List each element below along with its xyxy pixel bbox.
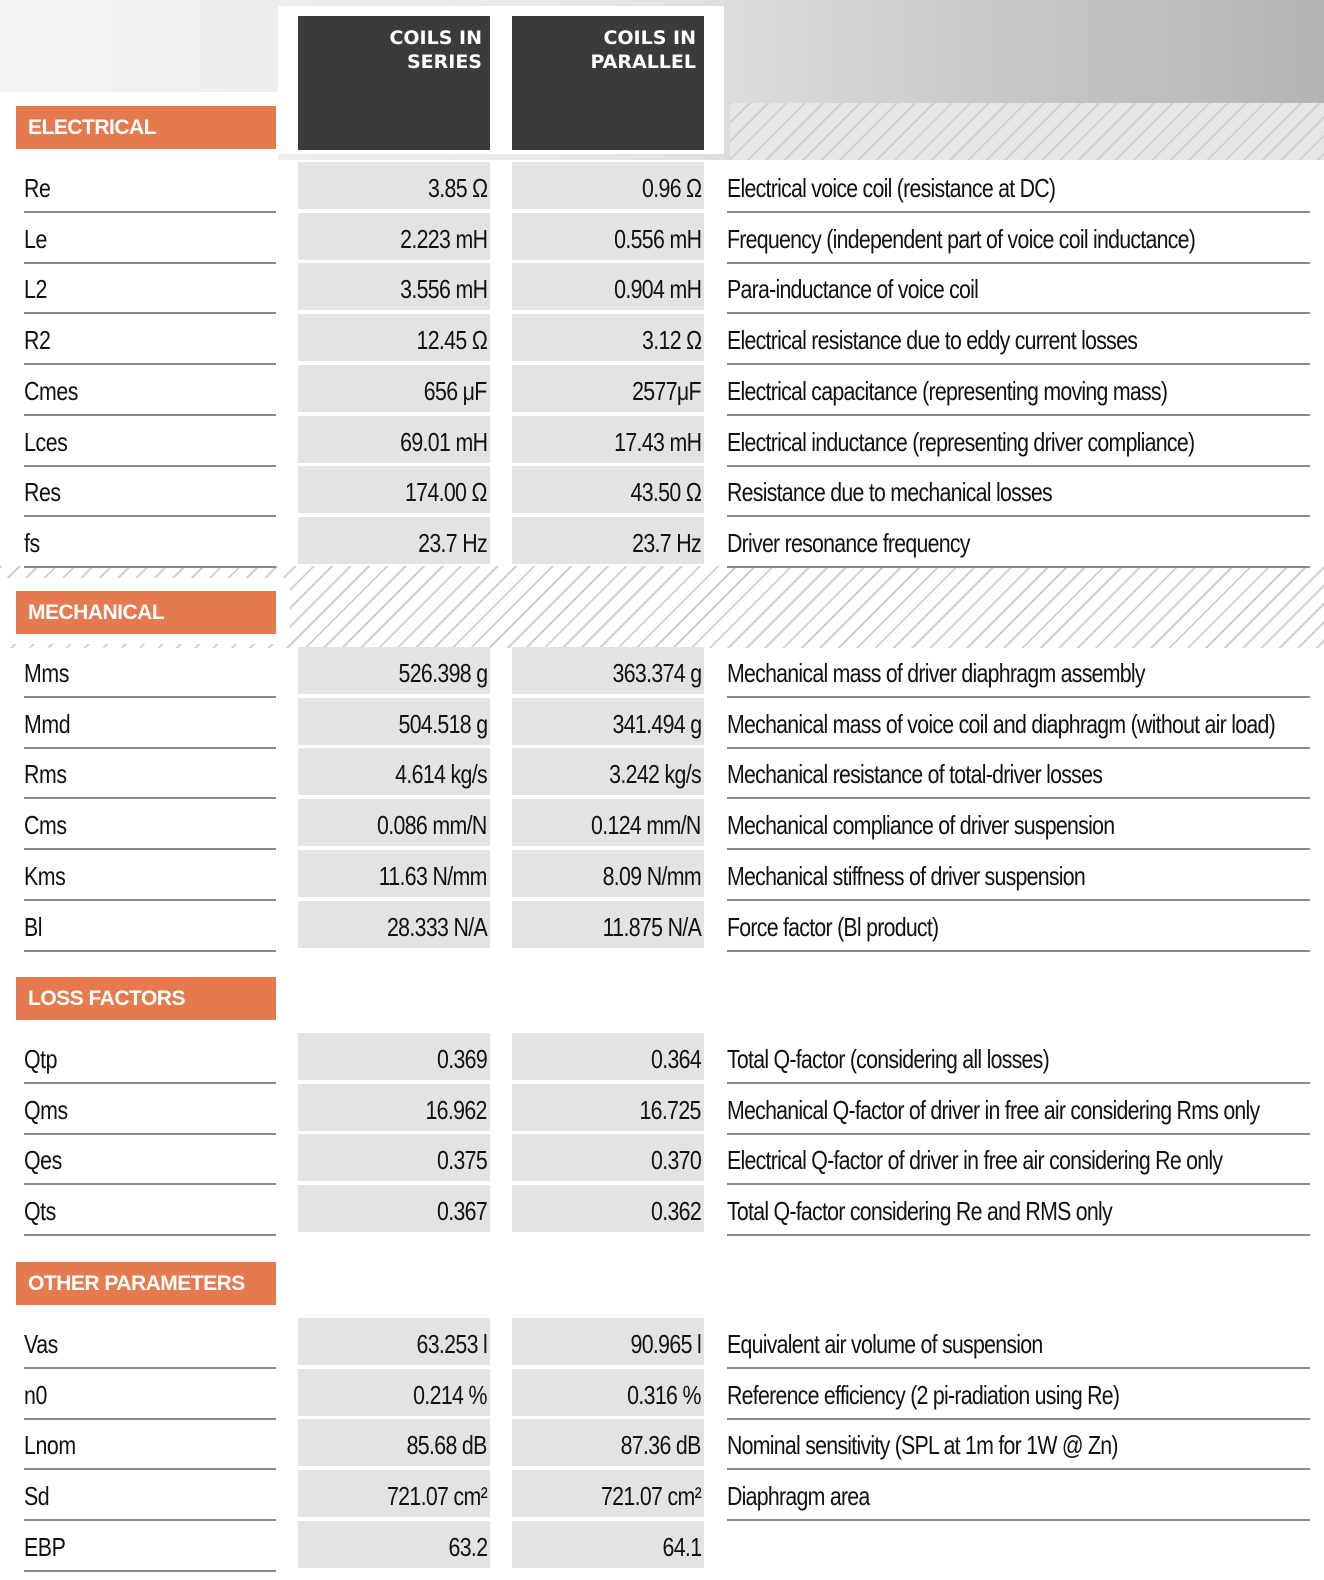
value-parallel-text: 0.364 (650, 1044, 701, 1074)
parameter-name-text: Qms (24, 1094, 68, 1125)
value-series-text: 0.086 mm/N (377, 810, 487, 841)
value-series (298, 1185, 490, 1234)
table-row (0, 365, 1324, 416)
value-parallel-text: 0.904 mH (613, 274, 701, 305)
table-row (0, 314, 1324, 365)
value-parallel (512, 1084, 704, 1133)
parameter-description (727, 698, 1310, 749)
parameter-description (727, 263, 1310, 314)
column-header-parallel: COILS IN PARALLEL (512, 16, 704, 150)
parameter-description (727, 1084, 1310, 1135)
table-row (0, 1419, 1324, 1470)
value-parallel (512, 698, 704, 747)
table-row (0, 416, 1324, 467)
parameter-name (24, 162, 276, 213)
value-parallel-text: 0.96 Ω (641, 173, 701, 203)
parameter-description (727, 365, 1310, 416)
parameter-description-text: Electrical Q-factor of driver in free air considering Re only (727, 1145, 1223, 1176)
parameter-name-text: Mmd (24, 708, 71, 739)
value-series-text: 0.214 % (413, 1379, 487, 1410)
parameter-description-text: Mechanical stiffness of driver suspension (727, 860, 1086, 891)
value-series-text: 656 μF (424, 375, 487, 406)
parameter-description (727, 647, 1310, 698)
parameter-description-text: Electrical resistance due to eddy current losses (727, 325, 1138, 356)
value-series-text: 63.253 l (416, 1329, 487, 1359)
parameter-description-text: Electrical capacitance (representing moving mass) (727, 375, 1168, 406)
table-row (0, 1470, 1324, 1521)
value-series (298, 1134, 490, 1183)
parameter-description-text: Nominal sensitivity (SPL at 1m for 1W @ Zn) (727, 1430, 1118, 1461)
table-row (0, 466, 1324, 517)
value-parallel-text: 721.07 cm² (600, 1481, 701, 1512)
value-parallel-text: 341.494 g (612, 708, 701, 739)
parameter-description (727, 517, 1310, 568)
parameter-name-text: Lces (24, 426, 68, 457)
parameter-name (24, 901, 276, 952)
value-series-text: 11.63 N/mm (379, 860, 487, 891)
value-series (298, 698, 490, 747)
value-parallel (512, 850, 704, 899)
value-parallel-text: 87.36 dB (620, 1430, 701, 1461)
value-parallel (512, 748, 704, 797)
parameter-description-text: Diaphragm area (727, 1481, 870, 1512)
value-parallel-text: 23.7 Hz (632, 527, 701, 558)
value-parallel (512, 647, 704, 696)
value-parallel (512, 517, 704, 566)
parameter-description-text: Mechanical resistance of total-driver losses (727, 759, 1103, 790)
value-series (298, 1470, 490, 1519)
value-parallel (512, 1521, 704, 1570)
value-series (298, 1369, 490, 1418)
value-parallel-text: 0.124 mm/N (591, 810, 701, 841)
value-parallel-text: 0.556 mH (613, 223, 701, 254)
parameter-name (24, 1369, 276, 1420)
table-row (0, 647, 1324, 698)
value-series (298, 748, 490, 797)
value-series (298, 1521, 490, 1570)
value-parallel (512, 213, 704, 262)
value-series (298, 1084, 490, 1133)
parameter-name-text: Mms (24, 658, 69, 688)
value-series (298, 213, 490, 262)
table-row (0, 1318, 1324, 1369)
parameter-name (24, 850, 276, 901)
value-parallel-text: 90.965 l (630, 1329, 701, 1359)
value-series-text: 28.333 N/A (386, 911, 487, 942)
value-series (298, 416, 490, 465)
parameter-name (24, 1134, 276, 1185)
value-parallel-text: 363.374 g (612, 658, 701, 688)
parameter-name-text: Qts (24, 1196, 56, 1227)
parameter-description (727, 1521, 1310, 1570)
section-label: LOSS FACTORS (16, 977, 276, 1020)
parameter-description (727, 416, 1310, 467)
parameter-name (24, 1470, 276, 1521)
value-parallel (512, 1033, 704, 1082)
value-series-text: 526.398 g (398, 658, 487, 688)
table-row (0, 1185, 1324, 1236)
column-header-series: COILS IN SERIES (298, 16, 490, 150)
value-parallel-text: 8.09 N/mm (602, 860, 701, 891)
value-series-text: 0.375 (436, 1145, 487, 1176)
parameter-description-text: Total Q-factor considering Re and RMS only (727, 1196, 1112, 1227)
parameter-description (727, 1033, 1310, 1084)
value-series (298, 1033, 490, 1082)
value-parallel (512, 1419, 704, 1468)
parameter-name-text: Cmes (24, 375, 79, 406)
table-row (0, 901, 1324, 952)
value-parallel-text: 17.43 mH (613, 426, 701, 457)
parameter-description (727, 314, 1310, 365)
section-label: ELECTRICAL PARAMETERS (16, 106, 276, 149)
value-parallel (512, 1470, 704, 1519)
value-parallel-text: 0.316 % (627, 1379, 701, 1410)
parameter-name (24, 1318, 276, 1369)
value-series-text: 23.7 Hz (418, 527, 487, 558)
value-parallel (512, 901, 704, 950)
parameter-name (24, 1033, 276, 1084)
value-series-text: 0.367 (436, 1196, 487, 1227)
table-row (0, 748, 1324, 799)
value-parallel (512, 314, 704, 363)
parameter-description-text: Mechanical mass of driver diaphragm assembly (727, 658, 1145, 688)
value-parallel-text: 43.50 Ω (630, 477, 701, 508)
value-series-text: 3.556 mH (399, 274, 487, 305)
parameter-description (727, 1134, 1310, 1185)
parameter-description-text: Mechanical mass of voice coil and diaphragm (without air load) (727, 708, 1275, 739)
parameter-description-text: Para-inductance of voice coil (727, 274, 979, 305)
parameter-name (24, 748, 276, 799)
value-parallel (512, 416, 704, 465)
parameter-name-text: Cms (24, 810, 67, 841)
parameter-name-text: EBP (24, 1531, 66, 1562)
parameter-name-text: Rms (24, 759, 67, 790)
table-row (0, 698, 1324, 749)
parameter-name (24, 799, 276, 850)
parameter-name-text: Lnom (24, 1430, 76, 1461)
parameter-name (24, 517, 276, 568)
value-series (298, 850, 490, 899)
parameter-name (24, 416, 276, 467)
value-series (298, 647, 490, 696)
table-row (0, 263, 1324, 314)
value-series (298, 799, 490, 848)
parameter-name (24, 314, 276, 365)
value-series (298, 1419, 490, 1468)
value-parallel-text: 11.875 N/A (602, 911, 701, 942)
value-series-text: 4.614 kg/s (395, 759, 487, 790)
section-label: OTHER PARAMETERS (16, 1262, 276, 1305)
value-parallel (512, 263, 704, 312)
parameter-name-text: Vas (24, 1329, 58, 1359)
value-series-text: 16.962 (425, 1094, 487, 1125)
value-series-text: 2.223 mH (399, 223, 487, 254)
table-row (0, 213, 1324, 264)
parameter-description-text: Equivalent air volume of suspension (727, 1329, 1043, 1359)
value-series-text: 12.45 Ω (416, 325, 487, 356)
parameter-name (24, 1521, 276, 1572)
parameter-name-text: Res (24, 477, 61, 508)
value-series-text: 3.85 Ω (427, 173, 487, 203)
section-label: MECHANICAL PARAMETERS (16, 591, 276, 634)
value-parallel-text: 16.725 (639, 1094, 701, 1125)
value-series (298, 901, 490, 950)
value-series (298, 162, 490, 211)
parameter-name (24, 647, 276, 698)
parameter-name (24, 365, 276, 416)
value-parallel (512, 799, 704, 848)
value-series-text: 174.00 Ω (405, 477, 487, 508)
parameter-name-text: R2 (24, 325, 51, 356)
parameter-name (24, 213, 276, 264)
parameter-description (727, 1369, 1310, 1420)
parameter-description-text: Mechanical compliance of driver suspension (727, 810, 1115, 841)
value-series-text: 69.01 mH (399, 426, 487, 457)
value-series-text: 85.68 dB (406, 1430, 487, 1461)
table-row (0, 517, 1324, 568)
table-row (0, 162, 1324, 213)
value-parallel (512, 1185, 704, 1234)
table-row (0, 850, 1324, 901)
parameter-description-text: Total Q-factor (considering all losses) (727, 1044, 1049, 1074)
value-series-text: 721.07 cm² (386, 1481, 487, 1512)
parameter-name (24, 1419, 276, 1470)
table-row (0, 1033, 1324, 1084)
parameter-description (727, 162, 1310, 213)
parameter-description-text: Resistance due to mechanical losses (727, 477, 1052, 508)
parameter-name (24, 1084, 276, 1135)
table-row (0, 1369, 1324, 1420)
parameter-name-text: Qes (24, 1145, 62, 1176)
parameter-description-text: Mechanical Q-factor of driver in free air considering Rms only (727, 1094, 1260, 1125)
parameter-description-text: Electrical voice coil (resistance at DC) (727, 173, 1056, 203)
value-series (298, 1318, 490, 1367)
value-series (298, 517, 490, 566)
parameter-description-text: Reference efficiency (2 pi-radiation using Re) (727, 1379, 1120, 1410)
value-series (298, 466, 490, 515)
value-parallel (512, 466, 704, 515)
parameter-name-text: Le (24, 223, 47, 254)
table-row (0, 1084, 1324, 1135)
value-series-text: 0.369 (436, 1044, 487, 1074)
parameter-description (727, 799, 1310, 850)
parameter-description-text: Electrical inductance (representing driver compliance) (727, 426, 1195, 457)
parameter-name (24, 466, 276, 517)
value-series (298, 263, 490, 312)
value-parallel (512, 1134, 704, 1183)
header-hatch-pattern (730, 103, 1324, 160)
value-parallel (512, 1369, 704, 1418)
parameter-name-text: n0 (24, 1379, 47, 1410)
value-series-text: 63.2 (448, 1531, 487, 1562)
value-parallel (512, 1318, 704, 1367)
value-parallel-text: 0.362 (650, 1196, 701, 1227)
parameter-name-text: L2 (24, 274, 47, 305)
parameter-description (727, 213, 1310, 264)
value-parallel (512, 365, 704, 414)
value-series (298, 314, 490, 363)
parameter-description-text: Force factor (Bl product) (727, 911, 939, 942)
value-series (298, 365, 490, 414)
parameter-description (727, 748, 1310, 799)
parameter-name-text: Qtp (24, 1044, 58, 1074)
parameter-description-text: Driver resonance frequency (727, 527, 970, 558)
parameter-name-text: Sd (24, 1481, 50, 1512)
parameter-name-text: Re (24, 173, 51, 203)
value-parallel-text: 3.12 Ω (641, 325, 701, 356)
value-parallel-text: 0.370 (650, 1145, 701, 1176)
value-parallel-text: 64.1 (662, 1531, 701, 1562)
parameter-description (727, 1318, 1310, 1369)
value-parallel (512, 162, 704, 211)
value-parallel-text: 2577μF (632, 375, 701, 406)
table-row (0, 1134, 1324, 1185)
parameter-name-text: fs (24, 527, 40, 558)
parameter-name (24, 698, 276, 749)
parameter-description (727, 901, 1310, 952)
table-row (0, 799, 1324, 850)
table-row (0, 1521, 1324, 1572)
value-series-text: 504.518 g (398, 708, 487, 739)
parameter-description (727, 1185, 1310, 1236)
parameter-description (727, 1419, 1310, 1470)
parameter-description (727, 1470, 1310, 1521)
parameter-description (727, 466, 1310, 517)
parameter-description (727, 850, 1310, 901)
value-parallel-text: 3.242 kg/s (609, 759, 701, 790)
parameter-name (24, 263, 276, 314)
parameter-name (24, 1185, 276, 1236)
parameter-description-text: Frequency (independent part of voice coil inductance) (727, 223, 1196, 254)
parameter-name-text: Bl (24, 911, 43, 942)
parameter-name-text: Kms (24, 860, 66, 891)
